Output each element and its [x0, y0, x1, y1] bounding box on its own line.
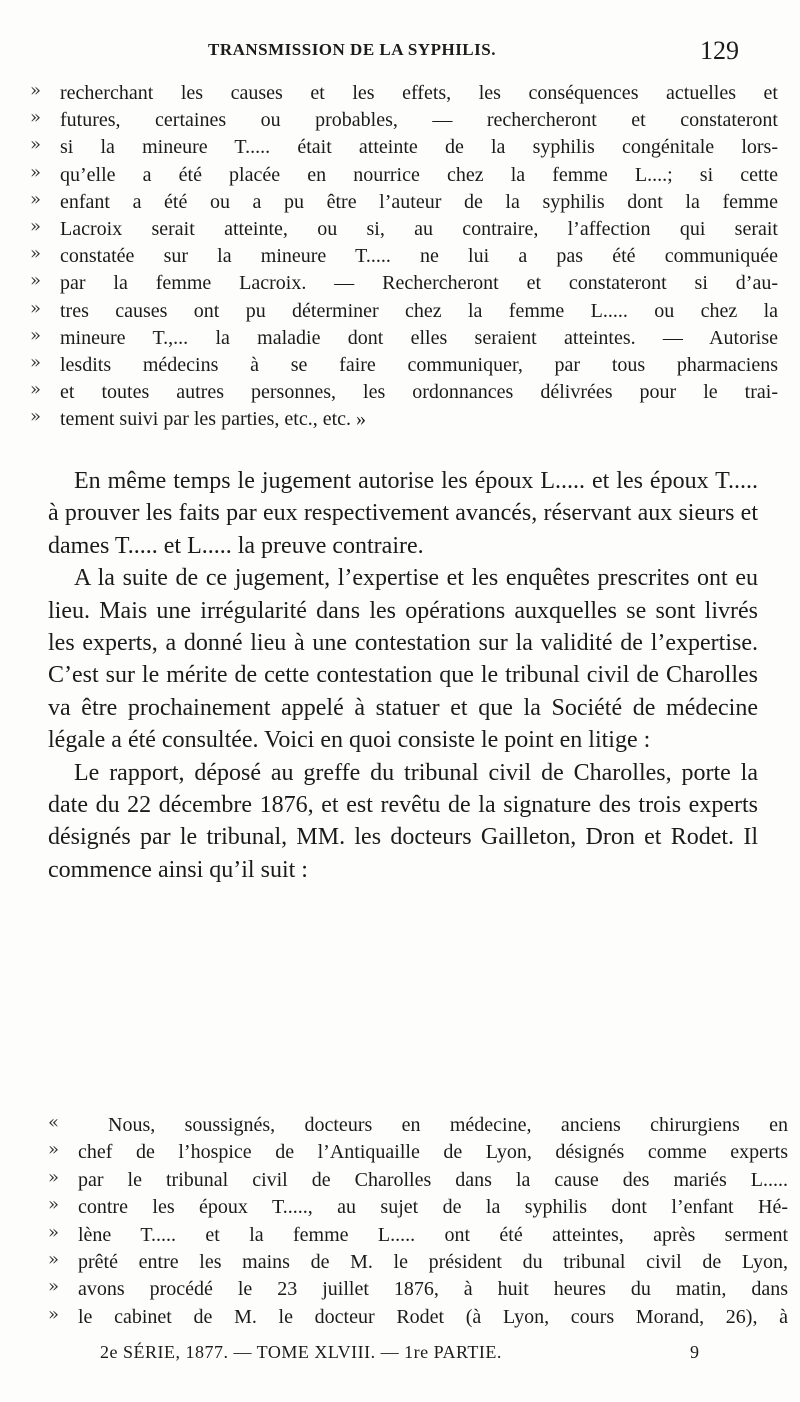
quote-line-text: qu’elle a été placée en nourrice chez la femme L....; si cette	[60, 163, 778, 186]
quote-line-text: tres causes ont pu déterminer chez la femme L..... ou chez la	[60, 299, 778, 322]
guillemet-mark: »	[48, 1166, 60, 1188]
page-number: 129	[700, 36, 739, 65]
quote-line-text: avons procédé le 23 juillet 1876, à huit heures du matin, dans	[78, 1278, 788, 1301]
guillemet-mark: »	[30, 188, 42, 210]
quote-line	[30, 189, 778, 216]
paragraph: En même temps le jugement autorise les époux L..... et les époux T..... à prouver les faits par eux respectivement avancés, réservant aux sieurs et dames T..... et L..... la preuve contraire.	[48, 468, 758, 559]
quote-line-text: prêté entre les mains de M. le président du tribunal civil de Lyon,	[78, 1250, 788, 1273]
quote-line-text: lesdits médecins à se faire communiquer, par tous pharmaciens	[60, 353, 778, 376]
quote-line	[30, 352, 778, 379]
quote-line-text: futures, certaines ou probables, — rechercheront et constateront	[60, 109, 778, 132]
quote-line-text: Nous, soussignés, docteurs en médecine, anciens chirurgiens en	[108, 1114, 788, 1136]
quote-line	[30, 325, 778, 352]
quote-line-text: enfant a été ou a pu être l’auteur de la syphilis dont la femme	[60, 190, 778, 213]
quote-line	[30, 298, 778, 325]
quote-line	[30, 216, 778, 243]
quote-line	[30, 1276, 788, 1303]
guillemet-mark: »	[30, 215, 42, 237]
quote-line	[30, 1194, 788, 1221]
quote-line	[30, 107, 778, 134]
quote-line-text: chef de l’hospice de l’Antiquaille de Lyon, désignés comme experts	[78, 1141, 788, 1164]
guillemet-mark: »	[48, 1248, 60, 1270]
guillemet-mark: »	[30, 324, 42, 346]
page-footer	[0, 1340, 800, 1370]
series-line: 2e SÉRIE, 1877. — TOME XLVIII. — 1re PARTIE.	[100, 1342, 502, 1362]
quote-line-text: par la femme Lacroix. — Rechercheront et constateront si d’au-	[60, 272, 778, 295]
opening-guillemet-mark: «	[48, 1112, 60, 1133]
guillemet-mark: »	[30, 134, 42, 156]
paragraph: A la suite de ce jugement, l’expertise et les enquêtes prescrites ont eu lieu. Mais une irrégularité dans les opérations auxquelles se sont livrés les experts, a donné lieu à une contestation sur la validité de l’expertise. C’est sur le mérite de cette contestation que le tribunal civil de Charolles va être prochainement appelé à statuer et que la Société de médecine légale a été consultée. Voici en quoi consiste le point en litige :	[48, 565, 758, 754]
quote-line-text: Lacroix serait atteinte, ou si, au contraire, l’affection qui serait	[60, 217, 778, 240]
quote-line-text: constatée sur la mineure T..... ne lui a pas été communiquée	[60, 245, 778, 268]
quote-line	[30, 243, 778, 270]
quote-line-text: mineure T.,... la maladie dont elles seraient atteintes. — Autorise	[60, 326, 778, 349]
page-header	[0, 36, 800, 70]
guillemet-mark: »	[30, 161, 42, 183]
quote-line	[30, 1303, 788, 1331]
quote-line-text: par le tribunal civil de Charolles dans la cause des mariés L.....	[78, 1168, 788, 1191]
guillemet-mark: »	[48, 1276, 60, 1298]
quote-line	[30, 270, 778, 297]
quote-line	[30, 406, 778, 433]
quote-line-text: recherchant les causes et les effets, les conséquences actuelles et	[60, 82, 778, 104]
quote-line-text: tement suivi par les parties, etc., etc. »	[60, 408, 367, 431]
running-title: TRANSMISSION DE LA SYPHILIS.	[208, 40, 496, 59]
guillemet-mark: »	[30, 80, 42, 101]
guillemet-mark: »	[30, 243, 42, 265]
guillemet-mark: »	[30, 406, 42, 428]
quote-line-text: et toutes autres personnes, les ordonnances délivrées pour le trai-	[60, 381, 778, 404]
quote-line	[30, 1248, 788, 1276]
quote-line	[30, 1139, 788, 1166]
guillemet-mark: »	[48, 1139, 60, 1161]
guillemet-mark: »	[30, 379, 42, 401]
guillemet-mark: »	[48, 1303, 60, 1325]
quote-line	[30, 1112, 788, 1139]
quote-line	[30, 134, 778, 161]
quote-line-text: contre les époux T....., au sujet de la syphilis dont l’enfant Hé-	[78, 1196, 788, 1219]
body-text	[48, 465, 758, 886]
guillemet-mark: »	[30, 297, 42, 319]
paragraph: Le rapport, déposé au greffe du tribunal civil de Charolles, porte la date du 22 décembre 1876, et est revêtu de la signature des trois experts désignés par le tribunal, MM. les docteurs Gailleton, Dron et Rodet. Il commence ainsi qu’il suit :	[48, 759, 758, 883]
quote-line	[30, 162, 778, 189]
quotation-judgment	[30, 80, 778, 433]
quote-line	[30, 1166, 788, 1194]
guillemet-mark: »	[30, 107, 42, 129]
guillemet-mark: »	[30, 351, 42, 373]
quote-line	[30, 379, 778, 406]
quote-line-text: si la mineure T..... était atteinte de la syphilis congénitale lors-	[60, 136, 778, 159]
quotation-report	[30, 1112, 788, 1331]
quote-line-text: lène T..... et la femme L..... ont été atteintes, après serment	[78, 1223, 788, 1246]
guillemet-mark: »	[48, 1221, 60, 1243]
guillemet-mark: »	[30, 270, 42, 292]
guillemet-mark: »	[48, 1194, 60, 1216]
quote-line	[30, 80, 778, 107]
quote-line-text: le cabinet de M. le docteur Rodet (à Lyon, cours Morand, 26), à	[78, 1305, 788, 1328]
signature-mark: 9	[690, 1342, 699, 1362]
quote-line	[30, 1221, 788, 1249]
